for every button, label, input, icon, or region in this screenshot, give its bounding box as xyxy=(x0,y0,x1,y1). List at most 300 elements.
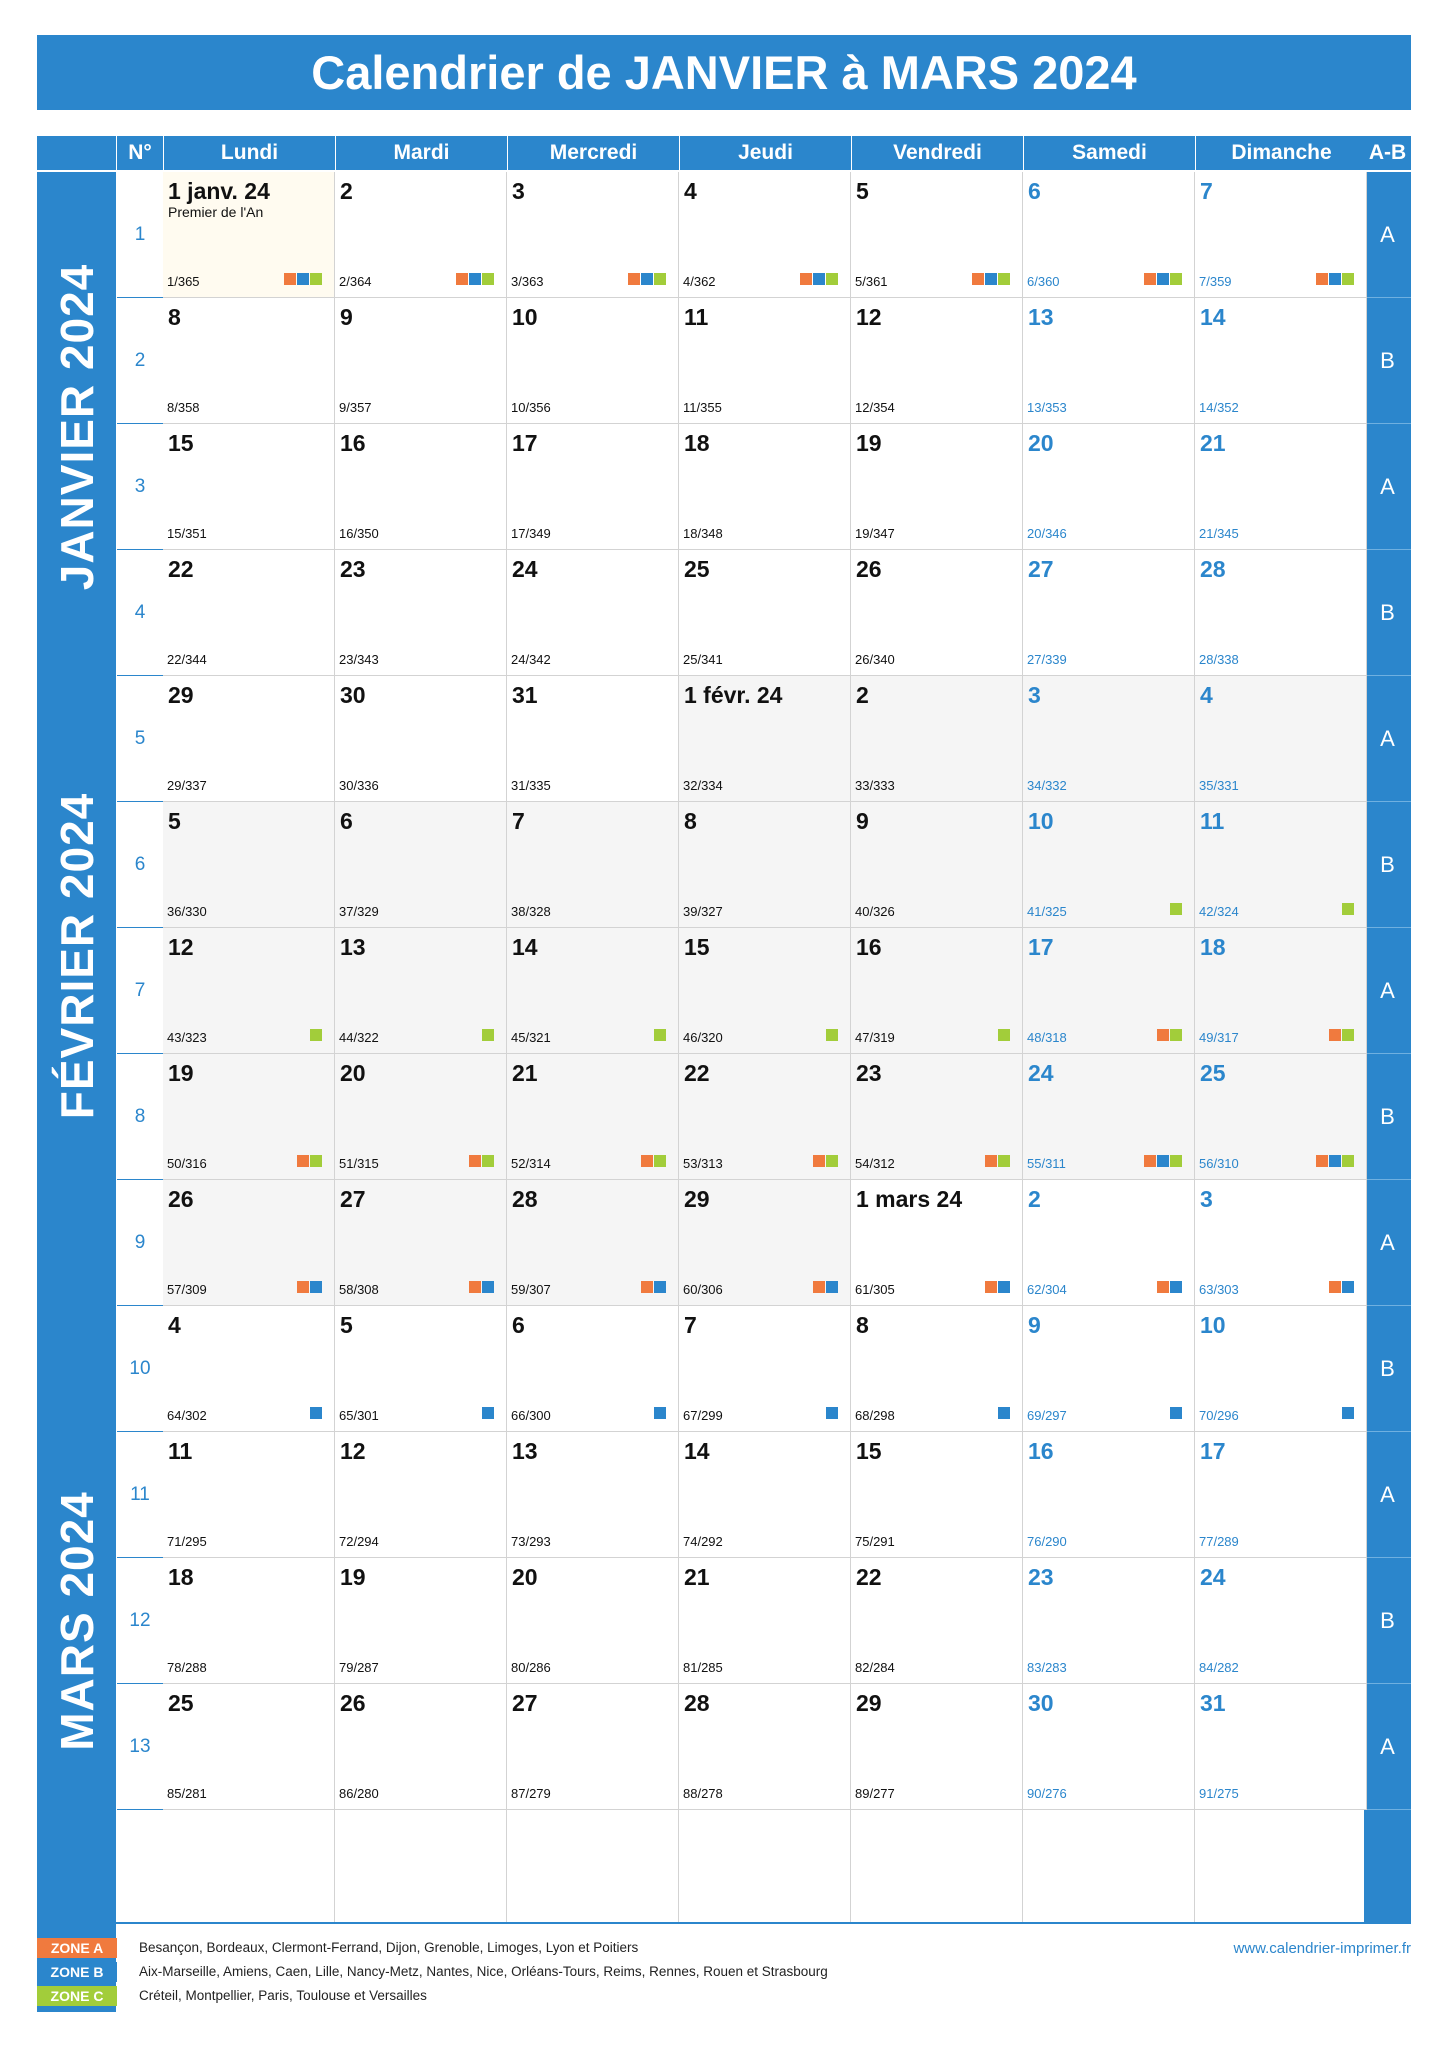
day-number: 30 xyxy=(340,682,366,708)
day-cell[interactable] xyxy=(1195,424,1367,550)
day-number: 15 xyxy=(856,1438,882,1464)
day-number: 27 xyxy=(1028,556,1054,582)
day-cell[interactable] xyxy=(1195,676,1367,802)
header-week-number: N° xyxy=(117,136,163,170)
day-cell[interactable] xyxy=(679,1684,851,1810)
empty-day-cell xyxy=(1023,1810,1195,1922)
header-day: Vendredi xyxy=(852,136,1023,170)
zone-c-marker xyxy=(1170,1029,1182,1041)
day-number: 28 xyxy=(684,1690,710,1716)
week-number: 2 xyxy=(117,298,163,424)
day-cell[interactable] xyxy=(335,1180,507,1306)
day-cell[interactable] xyxy=(851,172,1023,298)
day-cell[interactable] xyxy=(163,172,335,298)
day-of-year: 89/277 xyxy=(855,1786,895,1801)
day-of-year: 16/350 xyxy=(339,526,379,541)
holiday-zone-markers xyxy=(985,1155,1010,1167)
day-cell[interactable] xyxy=(163,676,335,802)
header-day: Dimanche xyxy=(1196,136,1367,170)
zone-b-marker xyxy=(813,273,825,285)
zone-a-marker xyxy=(641,1155,653,1167)
zone-c-marker xyxy=(1342,1155,1354,1167)
day-cell[interactable] xyxy=(1023,676,1195,802)
day-number: 7 xyxy=(684,1312,697,1338)
header-day: Mercredi xyxy=(508,136,679,170)
day-cell[interactable] xyxy=(679,1180,851,1306)
empty-day-cell xyxy=(679,1810,851,1922)
day-cell[interactable] xyxy=(1023,802,1195,928)
day-number: 25 xyxy=(684,556,710,582)
day-number: 1 mars 24 xyxy=(856,1186,963,1212)
day-of-year: 3/363 xyxy=(511,274,544,289)
day-number: 22 xyxy=(168,556,194,582)
day-cell[interactable] xyxy=(335,928,507,1054)
day-cell[interactable] xyxy=(163,1432,335,1558)
header-day: Mardi xyxy=(336,136,507,170)
day-cell[interactable] xyxy=(851,550,1023,676)
legend-row xyxy=(37,1938,1137,1960)
week-number: 12 xyxy=(117,1558,163,1684)
zone-c-marker xyxy=(1342,273,1354,285)
holiday-zone-markers xyxy=(1144,1155,1182,1167)
day-cell[interactable] xyxy=(163,1180,335,1306)
day-number: 2 xyxy=(340,178,353,204)
zone-b-marker xyxy=(469,273,481,285)
day-of-year: 30/336 xyxy=(339,778,379,793)
day-number: 10 xyxy=(1200,1312,1226,1338)
day-number: 14 xyxy=(684,1438,710,1464)
day-cell[interactable] xyxy=(679,424,851,550)
day-number: 27 xyxy=(340,1186,366,1212)
day-cell[interactable] xyxy=(1023,1306,1195,1432)
day-number: 8 xyxy=(168,304,181,330)
day-cell[interactable] xyxy=(507,1054,679,1180)
zone-c-marker xyxy=(482,1155,494,1167)
day-of-year: 38/328 xyxy=(511,904,551,919)
day-number: 26 xyxy=(168,1186,194,1212)
zone-b-marker xyxy=(1170,1281,1182,1293)
day-number: 8 xyxy=(856,1312,869,1338)
month-label: MARS 2024 xyxy=(50,1491,103,1751)
zone-tag: ZONE B xyxy=(37,1962,117,1982)
zone-tag: ZONE C xyxy=(37,1986,117,2006)
week-number: 9 xyxy=(117,1180,163,1306)
holiday-zone-markers xyxy=(310,1407,322,1419)
day-cell[interactable] xyxy=(507,1684,679,1810)
zone-cities: Aix-Marseille, Amiens, Caen, Lille, Nancy-Metz, Nantes, Nice, Orléans-Tours, Reims, Rennes, Rouen et Strasbourg xyxy=(139,1964,828,1979)
day-of-year: 1/365 xyxy=(167,274,200,289)
day-cell[interactable] xyxy=(335,1432,507,1558)
day-of-year: 61/305 xyxy=(855,1282,895,1297)
day-number: 6 xyxy=(340,808,353,834)
empty-day-cell xyxy=(1195,1810,1367,1922)
day-number: 28 xyxy=(1200,556,1226,582)
day-cell[interactable] xyxy=(679,1306,851,1432)
zone-c-marker xyxy=(826,1155,838,1167)
holiday-zone-markers xyxy=(1144,273,1182,285)
zone-a-marker xyxy=(456,273,468,285)
day-of-year: 81/285 xyxy=(683,1660,723,1675)
day-cell[interactable] xyxy=(1195,1054,1367,1180)
empty-day-cell xyxy=(851,1810,1023,1922)
day-cell[interactable] xyxy=(163,1684,335,1810)
day-number: 23 xyxy=(856,1060,882,1086)
zone-a-marker xyxy=(1316,273,1328,285)
day-cell[interactable] xyxy=(851,802,1023,928)
day-cell[interactable] xyxy=(679,1432,851,1558)
holiday-zone-markers xyxy=(1329,1029,1354,1041)
day-cell[interactable] xyxy=(679,676,851,802)
day-of-year: 72/294 xyxy=(339,1534,379,1549)
day-cell[interactable] xyxy=(679,172,851,298)
zone-a-marker xyxy=(985,1155,997,1167)
day-of-year: 44/322 xyxy=(339,1030,379,1045)
day-number: 25 xyxy=(168,1690,194,1716)
day-cell[interactable] xyxy=(679,928,851,1054)
day-of-year: 85/281 xyxy=(167,1786,207,1801)
ab-week-letter: A xyxy=(1364,1684,1411,1810)
ab-week-letter: A xyxy=(1364,1180,1411,1306)
day-cell[interactable] xyxy=(1195,298,1367,424)
day-cell[interactable] xyxy=(1195,802,1367,928)
zone-a-marker xyxy=(297,1281,309,1293)
day-number: 5 xyxy=(856,178,869,204)
day-cell[interactable] xyxy=(679,802,851,928)
day-number: 13 xyxy=(340,934,366,960)
day-cell[interactable] xyxy=(851,1180,1023,1306)
ab-week-letter: A xyxy=(1364,676,1411,802)
zone-a-marker xyxy=(1316,1155,1328,1167)
holiday-zone-markers xyxy=(972,273,1010,285)
day-of-year: 25/341 xyxy=(683,652,723,667)
month-block xyxy=(37,1230,116,2011)
holiday-zone-markers xyxy=(1157,1029,1182,1041)
day-of-year: 78/288 xyxy=(167,1660,207,1675)
day-cell[interactable] xyxy=(335,1054,507,1180)
zone-c-marker xyxy=(998,1029,1010,1041)
day-number: 1 févr. 24 xyxy=(684,682,783,708)
day-cell[interactable] xyxy=(163,802,335,928)
day-cell[interactable] xyxy=(507,1432,679,1558)
zone-c-marker xyxy=(310,1155,322,1167)
day-cell[interactable] xyxy=(507,1180,679,1306)
day-cell[interactable] xyxy=(507,298,679,424)
legend-row xyxy=(37,1986,1137,2008)
day-of-year: 26/340 xyxy=(855,652,895,667)
day-of-year: 17/349 xyxy=(511,526,551,541)
day-of-year: 29/337 xyxy=(167,778,207,793)
holiday-zone-markers xyxy=(1170,903,1182,915)
zone-a-marker xyxy=(972,273,984,285)
day-of-year: 28/338 xyxy=(1199,652,1239,667)
day-number: 17 xyxy=(1200,1438,1226,1464)
zone-b-marker xyxy=(1329,1155,1341,1167)
day-of-year: 23/343 xyxy=(339,652,379,667)
day-number: 11 xyxy=(684,304,709,330)
day-cell[interactable] xyxy=(851,1432,1023,1558)
day-cell[interactable] xyxy=(163,1054,335,1180)
zone-a-marker xyxy=(800,273,812,285)
day-cell[interactable] xyxy=(679,1558,851,1684)
holiday-zone-markers xyxy=(1329,1281,1354,1293)
day-of-year: 62/304 xyxy=(1027,1282,1067,1297)
holiday-zone-markers xyxy=(310,1029,322,1041)
day-cell[interactable] xyxy=(335,676,507,802)
day-cell[interactable] xyxy=(1195,1684,1367,1810)
week-number: 11 xyxy=(117,1432,163,1558)
day-of-year: 48/318 xyxy=(1027,1030,1067,1045)
zone-a-marker xyxy=(1157,1281,1169,1293)
day-number: 5 xyxy=(340,1312,353,1338)
zone-b-marker xyxy=(1157,273,1169,285)
day-number: 3 xyxy=(512,178,525,204)
day-number: 22 xyxy=(856,1564,882,1590)
holiday-zone-markers xyxy=(985,1281,1010,1293)
day-cell[interactable] xyxy=(1195,928,1367,1054)
day-number: 6 xyxy=(512,1312,525,1338)
day-number: 3 xyxy=(1200,1186,1213,1212)
holiday-zone-markers xyxy=(469,1281,494,1293)
day-of-year: 50/316 xyxy=(167,1156,207,1171)
zone-a-marker xyxy=(297,1155,309,1167)
day-of-year: 49/317 xyxy=(1199,1030,1239,1045)
day-of-year: 79/287 xyxy=(339,1660,379,1675)
day-of-year: 34/332 xyxy=(1027,778,1067,793)
grid-bottom-line xyxy=(37,1922,1411,1924)
day-of-year: 66/300 xyxy=(511,1408,551,1423)
day-cell[interactable] xyxy=(163,1306,335,1432)
day-cell[interactable] xyxy=(163,298,335,424)
day-cell[interactable] xyxy=(851,1684,1023,1810)
zone-c-marker xyxy=(1170,273,1182,285)
day-cell[interactable] xyxy=(851,298,1023,424)
day-cell[interactable] xyxy=(335,172,507,298)
day-cell[interactable] xyxy=(1023,298,1195,424)
day-cell[interactable] xyxy=(1023,1180,1195,1306)
day-of-year: 68/298 xyxy=(855,1408,895,1423)
day-of-year: 64/302 xyxy=(167,1408,207,1423)
holiday-zone-markers xyxy=(1170,1407,1182,1419)
day-cell[interactable] xyxy=(1195,1432,1367,1558)
day-cell[interactable] xyxy=(507,676,679,802)
day-cell[interactable] xyxy=(507,1306,679,1432)
day-cell[interactable] xyxy=(1023,1558,1195,1684)
day-of-year: 77/289 xyxy=(1199,1534,1239,1549)
day-number: 15 xyxy=(168,430,194,456)
day-cell[interactable] xyxy=(507,802,679,928)
day-number: 2 xyxy=(856,682,869,708)
zone-cities: Créteil, Montpellier, Paris, Toulouse et Versailles xyxy=(139,1988,427,2003)
zone-c-marker xyxy=(654,273,666,285)
day-number: 16 xyxy=(1028,1438,1054,1464)
day-number: 27 xyxy=(512,1690,538,1716)
day-cell[interactable] xyxy=(335,1684,507,1810)
day-number: 21 xyxy=(1200,430,1226,456)
day-cell[interactable] xyxy=(1023,424,1195,550)
day-number: 4 xyxy=(684,178,697,204)
day-cell[interactable] xyxy=(335,550,507,676)
day-cell[interactable] xyxy=(1195,172,1367,298)
zone-c-marker xyxy=(482,1029,494,1041)
day-cell[interactable] xyxy=(1023,1684,1195,1810)
day-number: 4 xyxy=(168,1312,181,1338)
day-number: 13 xyxy=(1028,304,1054,330)
day-cell[interactable] xyxy=(163,1558,335,1684)
zone-b-marker xyxy=(310,1407,322,1419)
day-cell[interactable] xyxy=(1195,1306,1367,1432)
day-of-year: 5/361 xyxy=(855,274,888,289)
day-of-year: 8/358 xyxy=(167,400,200,415)
day-number: 11 xyxy=(168,1438,193,1464)
day-of-year: 24/342 xyxy=(511,652,551,667)
day-cell[interactable] xyxy=(851,928,1023,1054)
zone-a-marker xyxy=(469,1281,481,1293)
day-of-year: 71/295 xyxy=(167,1534,207,1549)
zone-b-marker xyxy=(482,1281,494,1293)
ab-week-empty xyxy=(1364,1810,1411,1922)
day-number: 30 xyxy=(1028,1690,1054,1716)
day-number: 24 xyxy=(512,556,538,582)
day-cell[interactable] xyxy=(851,676,1023,802)
zone-c-marker xyxy=(1342,903,1354,915)
zone-b-marker xyxy=(1342,1281,1354,1293)
day-cell[interactable] xyxy=(163,424,335,550)
day-of-year: 86/280 xyxy=(339,1786,379,1801)
day-of-year: 15/351 xyxy=(167,526,207,541)
day-cell[interactable] xyxy=(679,298,851,424)
day-of-year: 54/312 xyxy=(855,1156,895,1171)
header-day: Samedi xyxy=(1024,136,1195,170)
day-cell[interactable] xyxy=(679,550,851,676)
day-cell[interactable] xyxy=(335,802,507,928)
week-number: 5 xyxy=(117,676,163,802)
week-number: 7 xyxy=(117,928,163,1054)
day-of-year: 60/306 xyxy=(683,1282,723,1297)
day-of-year: 91/275 xyxy=(1199,1786,1239,1801)
day-number: 11 xyxy=(1200,808,1225,834)
day-number: 25 xyxy=(1200,1060,1226,1086)
day-cell[interactable] xyxy=(851,1306,1023,1432)
day-of-year: 45/321 xyxy=(511,1030,551,1045)
day-of-year: 21/345 xyxy=(1199,526,1239,541)
day-cell[interactable] xyxy=(1195,1180,1367,1306)
header-ab: A-B xyxy=(1364,136,1411,170)
day-of-year: 67/299 xyxy=(683,1408,723,1423)
empty-day-cell xyxy=(507,1810,679,1922)
day-of-year: 55/311 xyxy=(1027,1156,1066,1171)
day-number: 17 xyxy=(1028,934,1054,960)
day-cell[interactable] xyxy=(163,928,335,1054)
zone-b-marker xyxy=(482,1407,494,1419)
day-of-year: 12/354 xyxy=(855,400,895,415)
day-cell[interactable] xyxy=(1023,1054,1195,1180)
day-of-year: 31/335 xyxy=(511,778,551,793)
day-cell[interactable] xyxy=(335,424,507,550)
empty-day-cell xyxy=(163,1810,335,1922)
holiday-zone-markers xyxy=(1342,903,1354,915)
day-cell[interactable] xyxy=(335,298,507,424)
day-cell[interactable] xyxy=(1195,1558,1367,1684)
day-number: 10 xyxy=(1028,808,1054,834)
day-of-year: 22/344 xyxy=(167,652,207,667)
day-number: 7 xyxy=(512,808,525,834)
day-of-year: 20/346 xyxy=(1027,526,1067,541)
day-number: 13 xyxy=(512,1438,538,1464)
ab-week-letter: B xyxy=(1364,1306,1411,1432)
day-number: 26 xyxy=(340,1690,366,1716)
week-number: 8 xyxy=(117,1054,163,1180)
zone-a-marker xyxy=(985,1281,997,1293)
day-number: 21 xyxy=(512,1060,538,1086)
zone-c-marker xyxy=(1342,1029,1354,1041)
day-cell[interactable] xyxy=(507,172,679,298)
zone-b-marker xyxy=(998,1281,1010,1293)
day-number: 3 xyxy=(1028,682,1041,708)
website-link[interactable]: www.calendrier-imprimer.fr xyxy=(1233,1940,1411,1957)
day-cell[interactable] xyxy=(1023,550,1195,676)
day-cell[interactable] xyxy=(1195,550,1367,676)
day-of-year: 11/355 xyxy=(683,400,722,415)
day-of-year: 13/353 xyxy=(1027,400,1067,415)
day-cell[interactable] xyxy=(1023,928,1195,1054)
zone-a-marker xyxy=(1329,1281,1341,1293)
day-number: 29 xyxy=(856,1690,882,1716)
zone-b-marker xyxy=(826,1281,838,1293)
month-block xyxy=(37,172,116,682)
day-cell[interactable] xyxy=(507,424,679,550)
zone-c-marker xyxy=(310,273,322,285)
holiday-zone-markers xyxy=(1342,1407,1354,1419)
day-cell[interactable] xyxy=(1023,1432,1195,1558)
day-cell[interactable] xyxy=(851,424,1023,550)
day-cell[interactable] xyxy=(507,550,679,676)
holiday-zone-markers xyxy=(456,273,494,285)
zone-legend xyxy=(37,1938,1411,2018)
day-number: 16 xyxy=(340,430,366,456)
holiday-zone-markers xyxy=(813,1155,838,1167)
holiday-zone-markers xyxy=(641,1281,666,1293)
zone-a-marker xyxy=(284,273,296,285)
day-cell[interactable] xyxy=(1023,172,1195,298)
day-cell[interactable] xyxy=(851,1558,1023,1684)
day-of-year: 69/297 xyxy=(1027,1408,1067,1423)
zone-tag: ZONE A xyxy=(37,1938,117,1958)
day-cell[interactable] xyxy=(851,1054,1023,1180)
day-number: 20 xyxy=(340,1060,366,1086)
zone-a-marker xyxy=(813,1155,825,1167)
day-number: 19 xyxy=(340,1564,366,1590)
day-cell[interactable] xyxy=(679,1054,851,1180)
day-cell[interactable] xyxy=(335,1306,507,1432)
day-of-year: 39/327 xyxy=(683,904,723,919)
holiday-zone-markers xyxy=(826,1407,838,1419)
holiday-zone-markers xyxy=(469,1155,494,1167)
day-of-year: 74/292 xyxy=(683,1534,723,1549)
day-cell[interactable] xyxy=(507,928,679,1054)
day-of-year: 32/334 xyxy=(683,778,723,793)
day-number: 18 xyxy=(1200,934,1226,960)
day-cell[interactable] xyxy=(163,550,335,676)
day-cell[interactable] xyxy=(507,1558,679,1684)
zone-a-marker xyxy=(641,1281,653,1293)
page-title: Calendrier de JANVIER à MARS 2024 xyxy=(37,35,1411,110)
day-of-year: 7/359 xyxy=(1199,274,1232,289)
day-cell[interactable] xyxy=(335,1558,507,1684)
ab-week-letter: A xyxy=(1364,928,1411,1054)
zone-b-marker xyxy=(826,1407,838,1419)
day-of-year: 83/283 xyxy=(1027,1660,1067,1675)
week-number: 10 xyxy=(117,1306,163,1432)
